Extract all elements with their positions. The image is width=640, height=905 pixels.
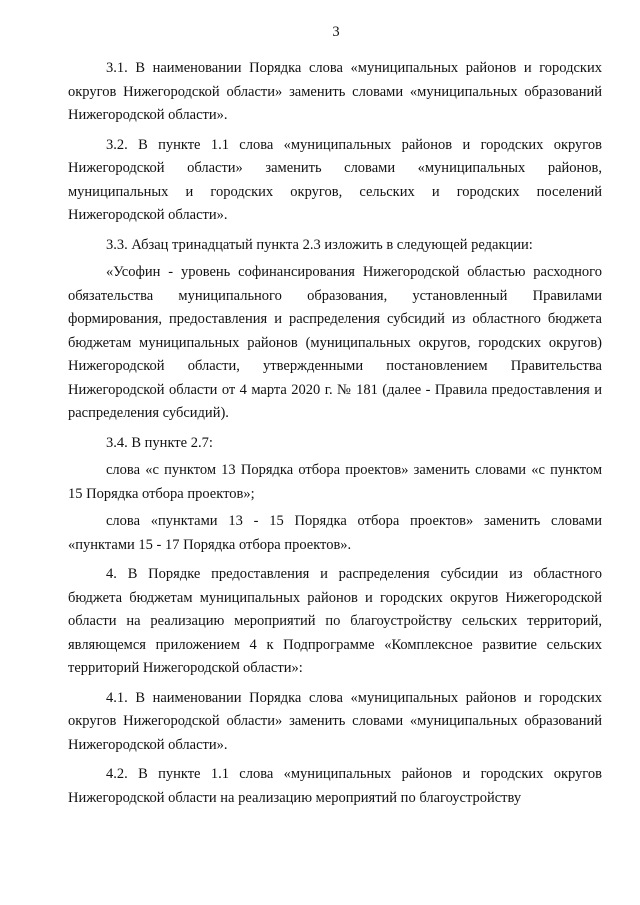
- paragraph-3-4-item-1: слова «с пунктом 13 Порядка отбора проектов» заменить словами «с пунктом 15 Порядка отбора проектов»;: [68, 462, 602, 502]
- paragraph-3-2: 3.2. В пункте 1.1 слова «муниципальных районов и городских округов Нижегородской области» заменить словами «муниципальных районов, муниципальных и городских округов, сельских и городских поселений Нижегородской области».: [68, 136, 602, 223]
- paragraph-3-4-item-2: слова «пунктами 13 - 15 Порядка отбора проектов» заменить словами «пунктами 15 - 17 Порядка отбора проектов».: [68, 513, 602, 553]
- paragraph-4-2: 4.2. В пункте 1.1 слова «муниципальных районов и городских округов Нижегородской области на реализацию мероприятий по благоустройству: [68, 766, 602, 806]
- paragraph-4: 4. В Порядке предоставления и распределения субсидии из областного бюджета бюджетам муниципальных районов и городских округов Нижегородской области на реализацию мероприятий по благоустройству сельских территорий, являющемся приложением 4 к Подпрограмме «Комплексное развитие сельских территорий Нижегородской области»:: [68, 566, 602, 676]
- page-number: 3: [332, 24, 340, 40]
- paragraph-3-1: 3.1. В наименовании Порядка слова «муниципальных районов и городских округов Нижегородской области» заменить словами «муниципальных образований Нижегородской области».: [68, 60, 602, 123]
- paragraph-3-3: 3.3. Абзац тринадцатый пункта 2.3 изложить в следующей редакции:: [106, 236, 533, 253]
- paragraph-usofin-definition: «Усофин - уровень софинансирования Нижегородской областью расходного обязательства муниципального образования, установленный Правилами формирования, предоставления и распределения субсидий из областного бюджета бюджетам муниципальных районов (муниципальных округов, городских округов) Нижегородской области, утвержденными постановлением Правительства Нижегородской области от 4 марта 2020 г. № 181 (далее - Правила предоставления и распределения субсидий).: [68, 264, 602, 421]
- paragraph-3-4: 3.4. В пункте 2.7:: [106, 434, 213, 451]
- paragraph-4-1: 4.1. В наименовании Порядка слова «муниципальных районов и городских округов Нижегородской области» заменить словами «муниципальных образований Нижегородской области».: [68, 689, 602, 753]
